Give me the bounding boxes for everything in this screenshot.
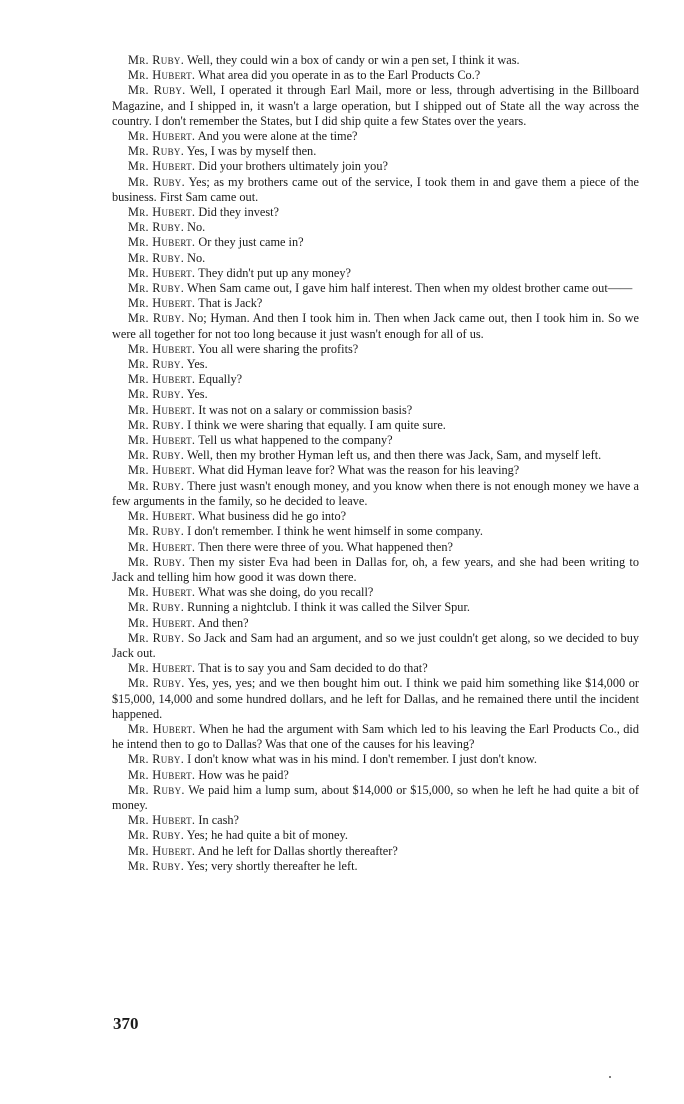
speech-text: Tell us what happened to the company? (198, 433, 393, 448)
speech-text: It was not on a salary or commission basis? (198, 402, 413, 417)
speech-text: Yes. (186, 357, 208, 372)
testimony-paragraph (112, 661, 639, 676)
speaker-label: Mr. Hubert. (128, 235, 196, 250)
speaker-label: Mr. Ruby. (128, 858, 185, 873)
speech-text: Yes, yes, yes; and we then bought him out. I think we paid him something like $14,000 or $15,000, 14,000 and some hundred dollars, and he left for Dallas, and he remained there until the incident happened. (112, 676, 639, 721)
speech-text: Equally? (198, 372, 243, 387)
testimony-paragraph (112, 403, 639, 418)
speech-text: And he left for Dallas shortly thereafter? (197, 843, 398, 858)
testimony-paragraph (112, 311, 639, 341)
speaker-label: Mr. Ruby. (128, 311, 185, 326)
speech-text: When he had the argument with Sam which led to his leaving the Earl Products Co., did he intend then to go to Dallas? Was that one of the causes for his leaving? (112, 721, 639, 752)
speaker-label: Mr. Ruby. (128, 174, 185, 189)
speech-text: I think we were sharing that equally. I am quite sure. (187, 417, 446, 432)
testimony-paragraph (112, 220, 639, 235)
speaker-label: Mr. Hubert. (128, 509, 196, 524)
speech-text: What business did he go into? (198, 509, 347, 524)
speaker-label: Mr. Ruby. (128, 83, 186, 98)
speaker-label: Mr. Ruby. (128, 417, 185, 432)
speaker-label: Mr. Hubert. (128, 341, 196, 356)
speech-text: Did your brothers ultimately join you? (198, 159, 388, 174)
speaker-label: Mr. Ruby. (128, 250, 185, 265)
testimony-paragraph (112, 631, 639, 661)
speaker-label: Mr. Ruby. (128, 220, 185, 235)
speaker-label: Mr. Ruby. (128, 752, 185, 767)
speech-text: Well, they could win a box of candy or win a pen set, I think it was. (186, 53, 520, 67)
testimony-paragraph (112, 418, 639, 433)
speaker-label: Mr. Ruby. (128, 782, 185, 797)
speaker-label: Mr. Hubert. (128, 463, 196, 478)
testimony-paragraph (112, 159, 639, 174)
testimony-paragraph (112, 783, 639, 813)
speaker-label: Mr. Hubert. (128, 402, 196, 417)
speaker-label: Mr. Hubert. (128, 372, 196, 387)
speech-text: Then my sister Eva had been in Dallas for, oh, a few years, and she had been writing to Jack and telling him how good it was down there. (112, 554, 639, 584)
speech-text: Yes, I was by myself then. (186, 144, 317, 159)
page-number: 370 (113, 1014, 139, 1033)
speech-text: When Sam came out, I gave him half interest. Then when my oldest brother came out—— (186, 281, 633, 296)
speech-text: Running a nightclub. I think it was called the Silver Spur. (187, 600, 470, 615)
speaker-label: Mr. Hubert. (128, 661, 196, 676)
speaker-label: Mr. Ruby. (128, 600, 185, 615)
speaker-label: Mr. Hubert. (128, 615, 196, 630)
speech-text: Did they invest? (198, 205, 279, 220)
speech-text: You all were sharing the profits? (197, 341, 359, 356)
speaker-label: Mr. Hubert. (128, 433, 196, 448)
speaker-label: Mr. Hubert. (128, 205, 196, 220)
testimony-paragraph (112, 144, 639, 159)
speech-text: We paid him a lump sum, about $14,000 or $15,000, so when he left he had quite a bit of money. (112, 782, 639, 812)
speaker-label: Mr. Hubert. (128, 129, 196, 144)
speaker-label: Mr. Ruby. (128, 524, 185, 539)
speaker-label: Mr. Ruby. (128, 144, 185, 159)
testimony-paragraph (112, 205, 639, 220)
testimony-paragraph (112, 387, 639, 402)
speech-text: How was he paid? (198, 767, 289, 782)
testimony-paragraph (112, 555, 639, 585)
speech-text: Yes. (186, 387, 208, 402)
speaker-label: Mr. Hubert. (128, 68, 196, 83)
speech-text: And you were alone at the time? (197, 129, 358, 144)
speech-text: No. (187, 250, 206, 265)
testimony-paragraph (112, 357, 639, 372)
testimony-paragraph (112, 752, 639, 767)
speech-text: Well, then my brother Hyman left us, and then there was Jack, Sam, and myself left. (186, 448, 602, 463)
speech-text: I don't remember. I think he went himself in some company. (187, 524, 483, 539)
speech-text: And then? (197, 615, 249, 630)
speaker-label: Mr. Hubert. (128, 296, 196, 311)
speech-text: I don't know what was in his mind. I don't remember. I just don't know. (187, 752, 537, 767)
speaker-label: Mr. Ruby. (128, 387, 185, 402)
speaker-label: Mr. Ruby. (128, 357, 185, 372)
speech-text: Yes; as my brothers came out of the service, I took them in and gave them a piece of the business. First Sam came out. (112, 174, 639, 204)
speaker-label: Mr. Ruby. (128, 281, 185, 296)
speaker-label: Mr. Hubert. (128, 539, 196, 554)
testimony-paragraph (112, 235, 639, 250)
testimony-text-block (112, 53, 639, 874)
testimony-paragraph (112, 813, 639, 828)
speaker-label: Mr. Hubert. (128, 265, 196, 280)
speaker-label: Mr. Hubert. (128, 767, 196, 782)
speech-text: Yes; very shortly thereafter he left. (186, 858, 358, 873)
testimony-paragraph (112, 585, 639, 600)
scan-speck (609, 1076, 611, 1078)
speaker-label: Mr. Ruby. (128, 828, 185, 843)
speech-text: Then there were three of you. What happened then? (198, 539, 453, 554)
speech-text: That is to say you and Sam decided to do that? (198, 661, 428, 676)
testimony-paragraph (112, 859, 639, 874)
speech-text: They didn't put up any money? (198, 265, 351, 280)
testimony-paragraph (112, 342, 639, 357)
speaker-label: Mr. Hubert. (128, 585, 196, 600)
testimony-paragraph (112, 433, 639, 448)
testimony-paragraph (112, 448, 639, 463)
speech-text: No. (187, 220, 206, 235)
testimony-paragraph (112, 251, 639, 266)
speech-text: Well, I operated it through Earl Mail, more or less, through advertising in the Billboard Magazine, and I shipped in, it wasn't a large operation, but I shipped out of State all the way across the country. I don't remember the States, but I did ship quite a few States over the years. (112, 83, 639, 128)
testimony-paragraph (112, 281, 639, 296)
speaker-label: Mr. Hubert. (128, 159, 196, 174)
testimony-paragraph (112, 600, 639, 615)
testimony-paragraph (112, 175, 639, 205)
speech-text: That is Jack? (198, 296, 263, 311)
testimony-paragraph (112, 524, 639, 539)
speaker-label: Mr. Ruby. (128, 630, 185, 645)
speaker-label: Mr. Hubert. (128, 813, 196, 828)
testimony-paragraph (112, 83, 639, 129)
speech-text: What area did you operate in as to the Earl Products Co.? (198, 68, 481, 83)
speech-text: In cash? (198, 813, 240, 828)
testimony-paragraph (112, 68, 639, 83)
speaker-label: Mr. Ruby. (128, 478, 185, 493)
testimony-paragraph (112, 296, 639, 311)
testimony-paragraph (112, 509, 639, 524)
testimony-paragraph (112, 768, 639, 783)
speaker-label: Mr. Hubert. (128, 843, 196, 858)
testimony-paragraph (112, 129, 639, 144)
speaker-label: Mr. Ruby. (128, 676, 185, 691)
speech-text: Or they just came in? (198, 235, 304, 250)
testimony-paragraph (112, 616, 639, 631)
speaker-label: Mr. Ruby. (128, 554, 186, 569)
speaker-label: Mr. Ruby. (128, 448, 185, 463)
speech-text: No; Hyman. And then I took him in. Then when Jack came out, then I took him in. So we were all together for not too long because it just wasn't enough for all of us. (112, 311, 639, 341)
speech-text: So Jack and Sam had an argument, and so we just couldn't get along, so we decided to buy Jack out. (112, 630, 639, 660)
testimony-paragraph (112, 53, 639, 68)
speech-text: What did Hyman leave for? What was the reason for his leaving? (198, 463, 520, 478)
testimony-paragraph (112, 722, 639, 752)
speech-text: What was she doing, do you recall? (198, 585, 374, 600)
testimony-paragraph (112, 844, 639, 859)
testimony-paragraph (112, 676, 639, 722)
speech-text: There just wasn't enough money, and you know when there is not enough money we have a few arguments in the family, so he decided to leave. (112, 478, 639, 508)
testimony-paragraph (112, 479, 639, 509)
speech-text: Yes; he had quite a bit of money. (186, 828, 348, 843)
testimony-paragraph (112, 540, 639, 555)
speaker-label: Mr. Ruby. (128, 53, 185, 67)
speaker-label: Mr. Hubert. (128, 721, 196, 736)
testimony-paragraph (112, 266, 639, 281)
testimony-paragraph (112, 372, 639, 387)
testimony-paragraph (112, 463, 639, 478)
testimony-paragraph (112, 828, 639, 843)
